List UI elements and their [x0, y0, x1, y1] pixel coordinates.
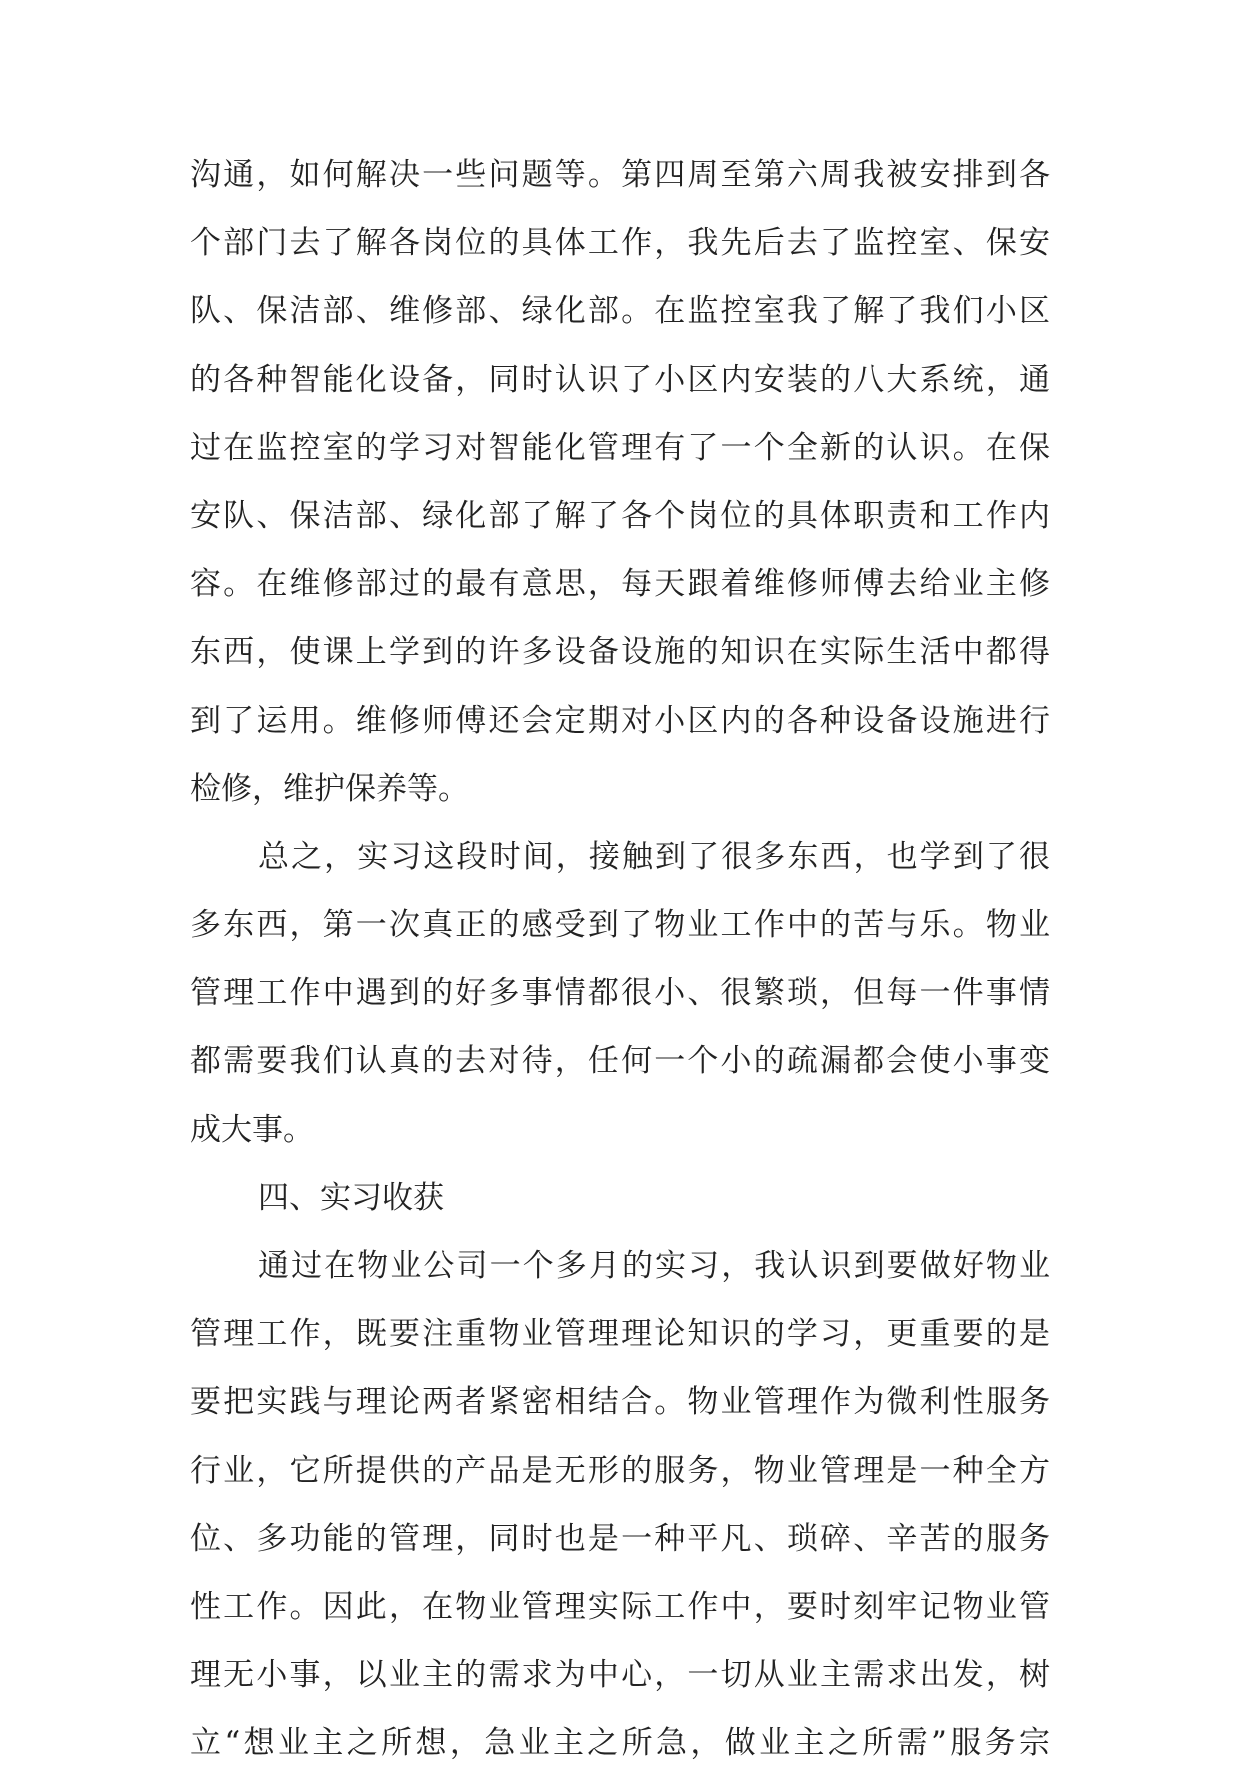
- section-heading: 四、实习收获: [258, 1179, 444, 1216]
- text-line: 都需要我们认真的去对待，任何一个小的疏漏都会使小事变: [190, 1043, 1050, 1080]
- text-line: 队、保洁部、维修部、绿化部。在监控室我了解了我们小区: [190, 293, 1050, 330]
- text-line: 安队、保洁部、绿化部了解了各个岗位的具体职责和工作内: [190, 497, 1050, 534]
- text-line: 个部门去了解各岗位的具体工作，我先后去了监控室、保安: [190, 225, 1050, 262]
- text-line: 多东西，第一次真正的感受到了物业工作中的苦与乐。物业: [190, 907, 1050, 944]
- text-line: 的各种智能化设备，同时认识了小区内安装的八大系统，通: [190, 361, 1050, 398]
- text-line: 容。在维修部过的最有意思，每天跟着维修师傅去给业主修: [190, 566, 1050, 603]
- text-line: 东西，使课上学到的许多设备设施的知识在实际生活中都得: [190, 634, 1050, 671]
- paragraph-start-line: 通过在物业公司一个多月的实习，我认识到要做好物业: [258, 1248, 1050, 1284]
- text-line: 立“想业主之所想，急业主之所急，做业主之所需”服务宗: [190, 1725, 1050, 1762]
- text-line: 到了运用。维修师傅还会定期对小区内的各种设备设施进行: [190, 702, 1050, 739]
- document-body: [190, 141, 1050, 1778]
- text-line: 过在监控室的学习对智能化管理有了一个全新的认识。在保: [190, 429, 1050, 466]
- paragraph-start-line: 总之，实习这段时间，接触到了很多东西，也学到了很: [258, 838, 1050, 875]
- text-line: 管理工作中遇到的好多事情都很小、很繁琐，但每一件事情: [190, 975, 1050, 1012]
- text-line: 管理工作，既要注重物业管理理论知识的学习，更重要的是: [190, 1316, 1050, 1353]
- text-line: 成大事。: [190, 1111, 314, 1148]
- text-line: 要把实践与理论两者紧密相结合。物业管理作为微利性服务: [190, 1384, 1050, 1421]
- text-line: 位、多功能的管理，同时也是一种平凡、琐碎、辛苦的服务: [190, 1520, 1050, 1557]
- text-line: 性工作。因此，在物业管理实际工作中，要时刻牢记物业管: [190, 1588, 1050, 1625]
- text-line: 沟通，如何解决一些问题等。第四周至第六周我被安排到各: [190, 157, 1050, 193]
- text-line: 行业，它所提供的产品是无形的服务，物业管理是一种全方: [190, 1452, 1050, 1489]
- text-line: 检修，维护保养等。: [190, 770, 469, 807]
- text-line: 理无小事，以业主的需求为中心，一切从业主需求出发，树: [190, 1657, 1050, 1694]
